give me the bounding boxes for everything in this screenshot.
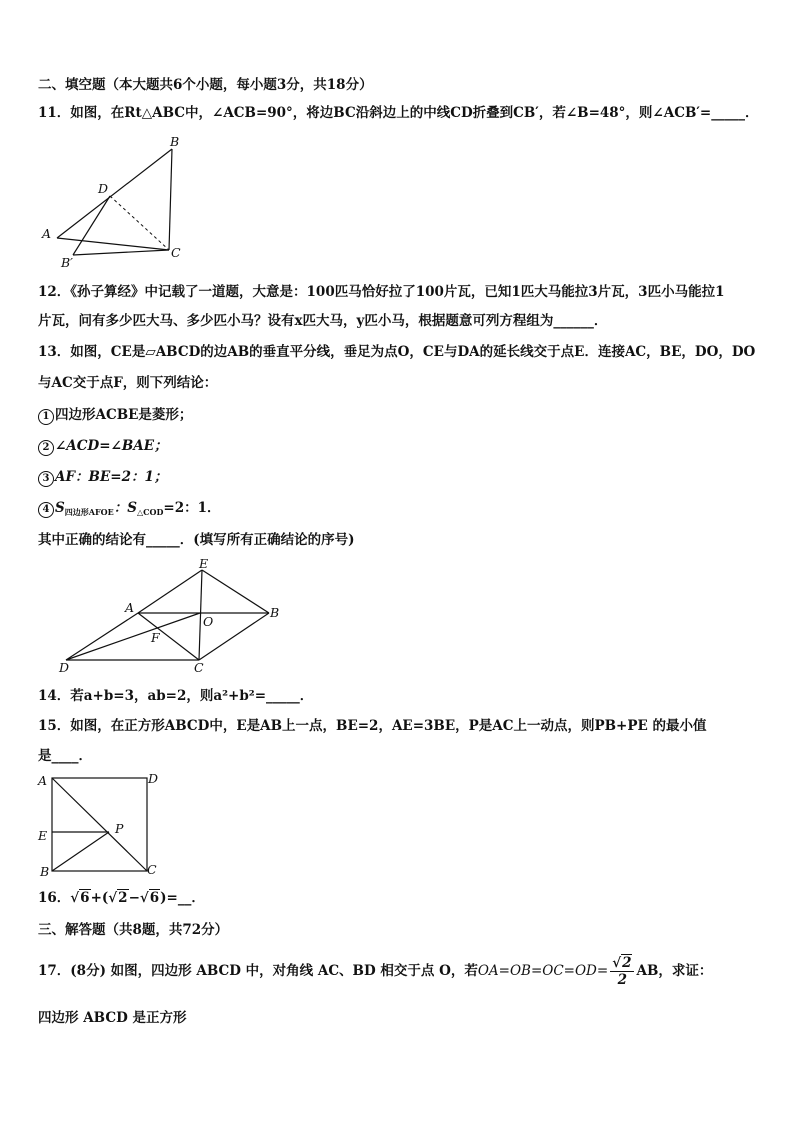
conclusion-4: 4 $S_{四边形AFOE}$：$S_{\triangle COD}=2$：1．	[38, 498, 221, 522]
label-A: A	[42, 226, 52, 241]
label-Bp: B′	[61, 255, 74, 270]
label-D: D	[98, 181, 109, 196]
circled-number: 3	[38, 471, 54, 487]
conclusion-1: 1 四边形ACBE是菱形；	[38, 405, 192, 425]
label-O: O	[203, 614, 214, 629]
label-A: A	[125, 600, 135, 615]
question-14-text: 14．若a+b=3，ab=2，则a²+b²=_____．	[38, 688, 314, 704]
conclusion-2: 2 ∠ACD=∠BAE；	[38, 436, 168, 456]
q11-triangle-figure	[38, 132, 198, 272]
question-17-line1: 17．(8分) 如图，四边形 ABCD 中，对角线 AC、BD 相交于点 O，若OA=OB=OC=OD= $\frac{√2}{2}$ AB，求证：	[38, 955, 713, 988]
label-B: B	[270, 605, 280, 620]
q13-parallelogram-figure	[55, 556, 295, 680]
section-heading-fill-in: 二、填空题（本大题共6个小题，每小题3分，共18分）	[38, 77, 373, 93]
circled-number: 1	[38, 409, 54, 425]
label-A: A	[38, 773, 48, 788]
question-15-line2: 是____．	[38, 748, 92, 764]
conclusion-3: 3 AF：BE=2：1；	[38, 467, 167, 487]
label-D: D	[148, 771, 159, 786]
question-13-line1: 13．如图，CE是▱ABCD的边AB的垂直平分线，垂足为点O，CE与DA的延长线交于点E．连接AC，BE，DO，DO	[38, 344, 756, 360]
question-16-text: 16．√6+(√2−√6)=__．	[38, 890, 205, 906]
fraction: $\frac{√2}{2}$	[610, 955, 634, 988]
question-13-ask: 其中正确的结论有_____．(填写所有正确结论的序号)	[38, 532, 355, 548]
label-E: E	[38, 828, 48, 843]
circled-number: 2	[38, 440, 54, 456]
question-11-text: 11．如图，在Rt△ABC中，∠ACB=90°，将边BC沿斜边上的中线CD折叠到CB′，若∠B=48°，则∠ACB′=_____．	[38, 105, 759, 121]
question-12-line2: 片瓦，问有多少匹大马、多少匹小马？设有x匹大马，y匹小马，根据题意可列方程组为______．	[38, 313, 608, 329]
label-D: D	[59, 660, 70, 675]
label-C: C	[147, 862, 157, 877]
question-17-line2: 四边形 ABCD 是正方形	[38, 1010, 187, 1026]
circled-number: 4	[38, 502, 54, 518]
label-B: B	[170, 134, 180, 149]
label-C: C	[194, 660, 204, 675]
question-12-line1: 12．《孙子算经》中记载了一道题，大意是：100匹马恰好拉了100片瓦，已知1匹大马能拉3片瓦，3匹小马能拉1	[38, 284, 725, 300]
label-C: C	[171, 245, 181, 260]
label-B: B	[40, 864, 50, 879]
label-P: P	[115, 821, 124, 836]
question-15-line1: 15．如图，在正方形ABCD中，E是AB上一点，BE=2，AE=3BE，P是AC上一动点，则PB+PE 的最小值	[38, 718, 707, 734]
question-13-line2: 与AC交于点F，则下列结论：	[38, 375, 218, 391]
label-F: F	[151, 630, 160, 645]
q15-square-figure	[38, 770, 168, 880]
label-E: E	[199, 556, 209, 571]
section-heading-solutions: 三、解答题（共8题，共72分）	[38, 922, 229, 938]
